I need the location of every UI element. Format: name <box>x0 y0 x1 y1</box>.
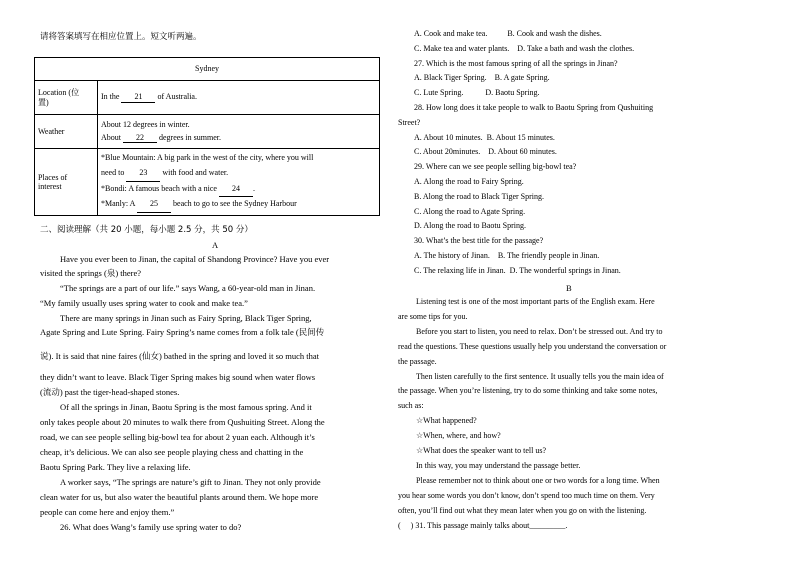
question-line: C. Lute Spring. D. Baotu Spring. <box>414 88 540 98</box>
label-line: Location (位 <box>38 87 80 97</box>
passage-a-line: 26. What does Wang’s family use spring water to do? <box>60 522 242 532</box>
question-line: C. Make tea and water plants. D. Take a bath and wash the clothes. <box>414 43 635 53</box>
text: of Australia. <box>155 92 197 102</box>
row-label-weather: Weather <box>35 115 98 149</box>
row-value-places <box>98 149 380 216</box>
passage-a-line: only takes people about 20 minutes to walk there from Qushuiting Street. Along the <box>40 417 325 427</box>
text: *Manly: A <box>101 199 138 209</box>
passage-a-label: A <box>212 240 219 250</box>
text: *Blue Mountain: A big park in the west of the city, where you will <box>101 153 314 162</box>
passage-b-line: ☆When, where, and how? <box>416 431 501 441</box>
passage-a-line: (流动) past the tiger-head-shaped stones. <box>40 387 180 397</box>
question-line: D. Along the road to Baotu Spring. <box>414 221 526 231</box>
passage-a-line: Of all the springs in Jinan, Baotu Spring is the most famous spring. And it <box>60 402 312 412</box>
passage-a-line: Baotu Spring Park. They live a relaxing life. <box>40 462 191 472</box>
passage-b-line: Listening test is one of the most important parts of the English exam. Here <box>416 297 655 306</box>
passage-a-line: Have you ever been to Jinan, the capital of Shandong Province? Have you ever <box>60 254 330 264</box>
passage-b-line: Before you start to listen, you need to relax. Don’t be stressed out. And try to <box>416 326 663 336</box>
passage-b-label: B <box>566 283 572 293</box>
question-line: B. Along the road to Black Tiger Spring. <box>414 191 544 201</box>
label-line: interest <box>38 182 62 192</box>
text: . <box>252 183 255 193</box>
answer-blank-21[interactable]: 21 <box>121 92 155 103</box>
text: with food and water. <box>160 167 229 177</box>
passage-b-line: Please remember not to think about one or two words for a long time. When <box>416 475 660 485</box>
passage-a-line: cheap, it’s delicious. We can also see people playing chess and chatting in the <box>40 447 304 457</box>
question-line: C. Along the road to Agate Spring. <box>414 206 526 216</box>
question-line: A. Along the road to Fairy Spring. <box>414 177 524 186</box>
passage-a-line: road, we can see people selling big-bowl tea for about 2 yuan each. Although it’s <box>40 432 315 442</box>
passage-b-line: ☆What happened? <box>416 416 477 426</box>
answer-blank-24[interactable]: 24 <box>219 182 253 198</box>
question-line: C. About 20minutes. D. About 60 minutes. <box>414 147 557 157</box>
label-line: 置) <box>38 97 49 107</box>
answer-blank-23[interactable]: 23 <box>126 166 160 182</box>
question-line: 28. How long does it take people to walk to Baotu Spring from Qushuiting <box>414 103 654 112</box>
label-line: Places of <box>38 172 68 182</box>
passage-b-line: Then listen carefully to the first sentence. It usually tells you the main idea of <box>416 371 664 381</box>
passage-b-line: you hear some words you don’t know, don’t spend too much time on them. Very <box>398 490 655 500</box>
passage-a-line: A worker says, “The springs are nature’s gift to Jinan. They not only provide <box>60 477 321 487</box>
passage-b-line: often, you’ll find out what they mean later when you go on with the listening. <box>398 505 647 515</box>
question-line: C. The relaxing life in Jinan. D. The wonderful springs in Jinan. <box>414 265 621 275</box>
passage-b-line: ( ) 31. This passage mainly talks about_________. <box>398 520 568 530</box>
passage-b-line: such as: <box>398 401 424 411</box>
row-label-places <box>35 149 98 216</box>
passage-a-line: visited the springs (泉) there? <box>40 268 142 278</box>
text: *Bondi: A famous beach with a nice <box>101 183 219 193</box>
row-label-location <box>35 81 98 115</box>
passage-a-line: There are many springs in Jinan such as Fairy Spring, Black Tiger Spring, <box>60 313 312 323</box>
answer-blank-25[interactable]: 25 <box>137 197 171 213</box>
table-title: Sydney <box>35 58 380 81</box>
passage-b-line: the passage. When you’re listening, try to do some thinking and take some notes, <box>398 386 658 396</box>
question-line: 30. What’s the best title for the passage? <box>414 236 544 246</box>
question-line: A. Cook and make tea. B. Cook and wash the dishes. <box>414 29 602 38</box>
answer-blank-22[interactable]: 22 <box>123 133 157 144</box>
instruction: 请将答案填写在相应位置上。短文听两遍。 <box>40 31 202 41</box>
passage-a-line: they didn’t want to leave. Black Tiger Spring makes big sound when water flows <box>40 372 316 382</box>
text: need to <box>101 167 127 177</box>
question-line: A. Black Tiger Spring. B. A gate Spring. <box>414 73 550 83</box>
question-line: Street? <box>398 117 421 127</box>
text: In the <box>101 92 122 102</box>
text: About 12 degrees in winter. <box>101 119 190 129</box>
section-title: 二、阅读理解（共 20 小题，每小题 2.5 分，共 50 分） <box>40 225 253 235</box>
passage-b-line: In this way, you may understand the passage better. <box>416 460 581 470</box>
question-line: 29. Where can we see people selling big-bowl tea? <box>414 162 577 172</box>
passage-a-line: Agate Spring and Lute Spring. Fairy Spring’s name comes from a folk tale (民间传 <box>40 327 325 337</box>
passage-b-line: are some tips for you. <box>398 311 468 321</box>
passage-a-line: people can come here and enjoy them.” <box>40 507 175 517</box>
passage-a-line: clean water for us, but also water the beautiful plants around them. We hope more <box>40 492 319 502</box>
passage-b-line: ☆What does the speaker want to tell us? <box>416 446 547 455</box>
row-value-location <box>98 81 380 115</box>
question-line: 27. Which is the most famous spring of all the springs in Jinan? <box>414 58 618 68</box>
text: About <box>101 132 123 142</box>
text: beach to go to see the Sydney Harbour <box>171 199 297 209</box>
row-value-weather <box>98 115 380 149</box>
question-line: A. The history of Jinan. B. The friendly people in Jinan. <box>414 251 600 260</box>
question-line: A. About 10 minutes. B. About 15 minutes. <box>414 132 555 142</box>
sydney-table <box>34 57 380 216</box>
text: degrees in summer. <box>157 132 221 142</box>
passage-b-line: read the questions. These questions usually help you understand the conversation or <box>398 341 667 351</box>
passage-b-line: the passage. <box>398 356 437 366</box>
passage-a-line: “My family usually uses spring water to cook and make tea.” <box>40 298 248 308</box>
passage-a-line: “The springs are a part of our life.” says Wang, a 60-year-old man in Jinan. <box>60 283 316 293</box>
passage-a-line: 说). It is said that nine faires (仙女) bathed in the spring and loved it so much that <box>40 351 320 361</box>
